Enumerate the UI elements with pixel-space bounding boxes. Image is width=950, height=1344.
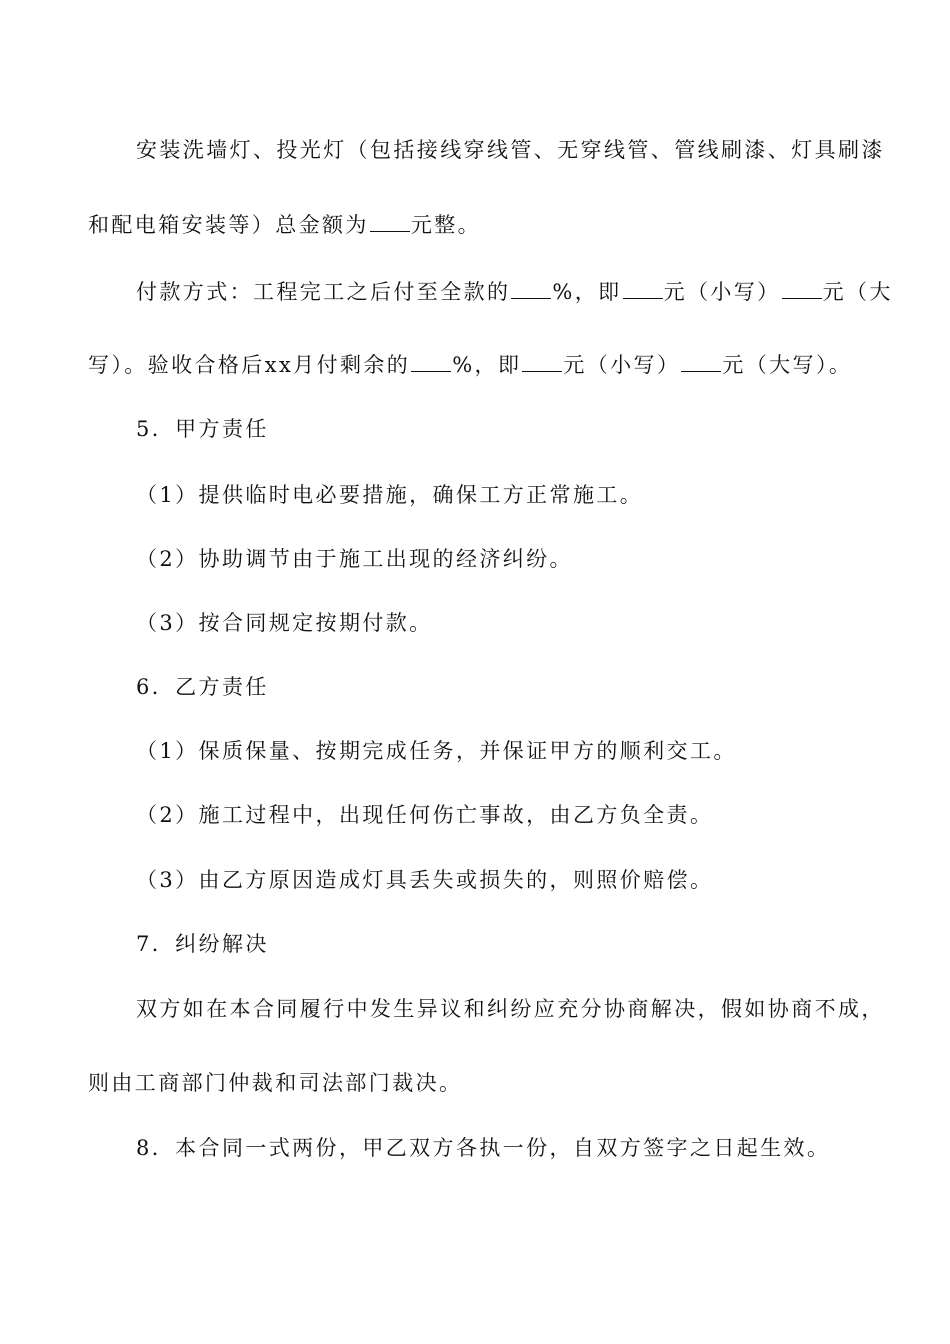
paragraph-line: 安装洗墙灯、投光灯（包括接线穿线管、无穿线管、管线刷漆、灯具刷漆 (136, 138, 885, 162)
line-text: 元整。 (410, 213, 482, 237)
line-text: 元（小写） (663, 280, 781, 304)
blank-amount-lower (623, 280, 663, 299)
section-heading: 6．乙方责任 (136, 675, 269, 699)
blank-amount (370, 213, 410, 232)
line-text: 元（大 (822, 280, 893, 304)
line-text: 写）。验收合格后xx月付剩余的 (88, 353, 411, 377)
paragraph-line: 双方如在本合同履行中发生异议和纠纷应充分协商解决，假如协商不成， (136, 997, 885, 1021)
list-item: （2）协助调节由于施工出现的经济纠纷。 (136, 547, 573, 571)
paragraph-line (136, 279, 893, 305)
list-item: （1）保质保量、按期完成任务，并保证甲方的顺利交工。 (136, 739, 737, 763)
section-heading: 5．甲方责任 (136, 417, 269, 441)
paragraph-line: 则由工商部门仲裁和司法部门裁决。 (88, 1071, 463, 1095)
blank-percent (411, 353, 451, 372)
line-text: 付款方式：工程完工之后付至全款的 (136, 280, 511, 304)
line-text: %，即 (552, 280, 622, 304)
blank-amount-upper (782, 280, 822, 299)
section-heading: 7．纠纷解决 (136, 932, 269, 956)
blank-amount-lower (522, 353, 562, 372)
paragraph-line (88, 352, 852, 378)
line-text: 元（大写）。 (722, 353, 853, 377)
line-text: %，即 (452, 353, 522, 377)
paragraph-line: 8．本合同一式两份，甲乙双方各执一份，自双方签字之日起生效。 (136, 1136, 831, 1160)
list-item: （3）由乙方原因造成灯具丢失或损失的，则照价赔偿。 (136, 868, 714, 892)
line-text: 元（小写） (563, 353, 681, 377)
blank-amount-upper (681, 353, 721, 372)
list-item: （3）按合同规定按期付款。 (136, 611, 433, 635)
list-item: （2）施工过程中，出现任何伤亡事故，由乙方负全责。 (136, 803, 714, 827)
list-item: （1）提供临时电必要措施，确保工方正常施工。 (136, 483, 644, 507)
blank-percent (511, 280, 551, 299)
line-text: 和配电箱安装等）总金额为 (88, 213, 369, 237)
paragraph-line (88, 212, 481, 238)
